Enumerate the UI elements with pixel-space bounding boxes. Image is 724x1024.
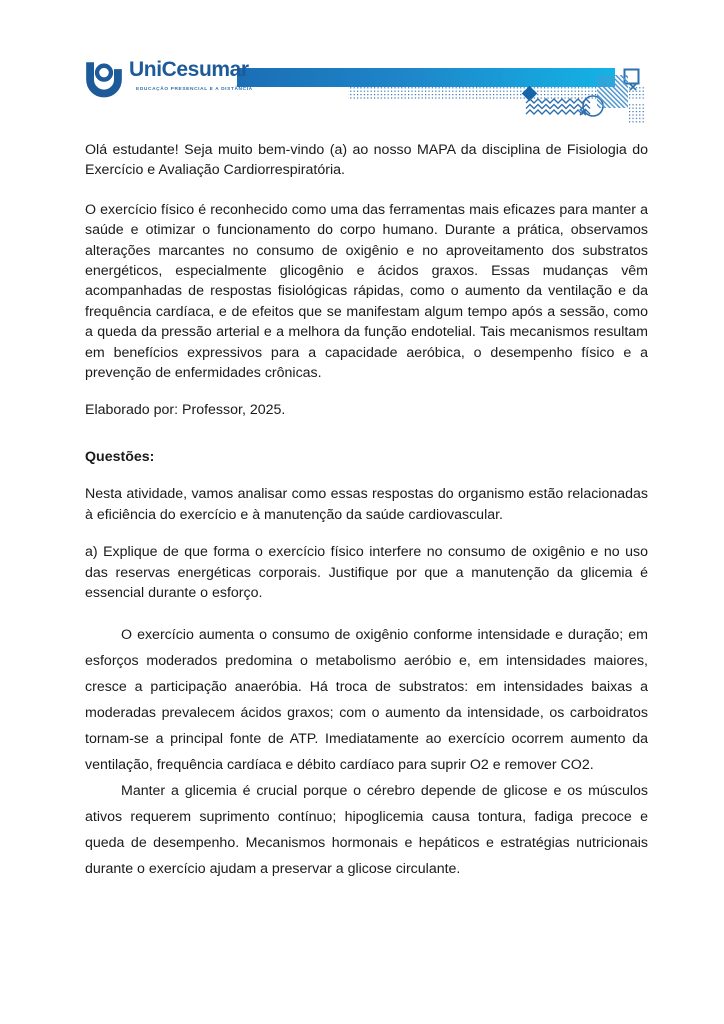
unicesumar-logo [84,56,253,104]
activity-paragraph: Nesta atividade, vamos analisar como essas respostas do organismo estão relacionadas à eficiência do exercício e à manutenção da saúde cardiovascular. [85,486,648,523]
answer-paragraph-2: Manter a glicemia é crucial porque o cérebro depende de glicose e os músculos ativos requerem suprimento contínuo; hipoglicemia causa tontura, fadiga precoce e queda de desempenho. Mecanismos hormonais e hepáticos e estratégias nutricionais durante o exercício ajudam a preservar a glicose circulante. [85,783,648,878]
body-paragraph: O exercício físico é reconhecido como uma das ferramentas mais eficazes para manter a saúde e otimizar o funcionamento do corpo humano. Durante a prática, observamos alterações marcantes no consumo de oxigênio e no aproveitamento dos substratos energéticos, especialmente glicogênio e ácidos graxos. Essas mudanças vêm acompanhadas de respostas fisiológicas rápidas, como o aumento da ventilação e da frequência cardíaca, e de efeitos que se manifestam algum tempo após a sessão, como a queda da pressão arterial e a melhora da função endotelial. Tais mecanismos resultam em benefícios expressivos para a capacidade aeróbica, o desempenho físico e a prevenção de enfermidades crônicas. [85,201,648,382]
document-content [85,140,648,882]
answer-paragraph-1: O exercício aumenta o consumo de oxigênio conforme intensidade e duração; em esforços moderados predomina o metabolismo aeróbio e, em intensidades maiores, cresce a participação anaeróbia. Há troca de substratos: em intensidades baixas a moderadas prevalecem ácidos graxos; com o aumento da intensidade, os carboidratos tornam-se a principal fonte de ATP. Imediatamente ao exercício ocorrem aumento da ventilação, frequência cardíaca e débito cardíaco para suprir O2 e remover CO2. [85,627,648,774]
unicesumar-emblem-icon [84,56,124,98]
header-decorations [340,60,650,130]
zigzag-icon [526,99,590,114]
dots-pattern [348,86,598,99]
question-a: a) Explique de que forma o exercício físico interfere no consumo de oxigênio e no uso das reservas energéticas corporais. Justifique por que a manutenção da glicemia é essencial durante o esforço. [85,544,648,601]
intro-paragraph: Olá estudante! Seja muito bem-vindo (a) ao nosso MAPA da disciplina de Fisiologia do Exercício e Avaliação Cardiorrespiratória. [85,142,648,179]
hatch-square [597,75,628,108]
dots-pattern-right-top [627,85,645,100]
brand-name: UniCesumar [129,58,249,81]
questions-heading: Questões: [85,448,155,465]
dots-pattern-right-bottom [627,104,645,124]
page-header [0,0,724,135]
brand-tagline: EDUCAÇÃO PRESENCIAL E A DISTÂNCIA [136,87,253,92]
author-line: Elaborado por: Professor, 2025. [85,402,286,419]
